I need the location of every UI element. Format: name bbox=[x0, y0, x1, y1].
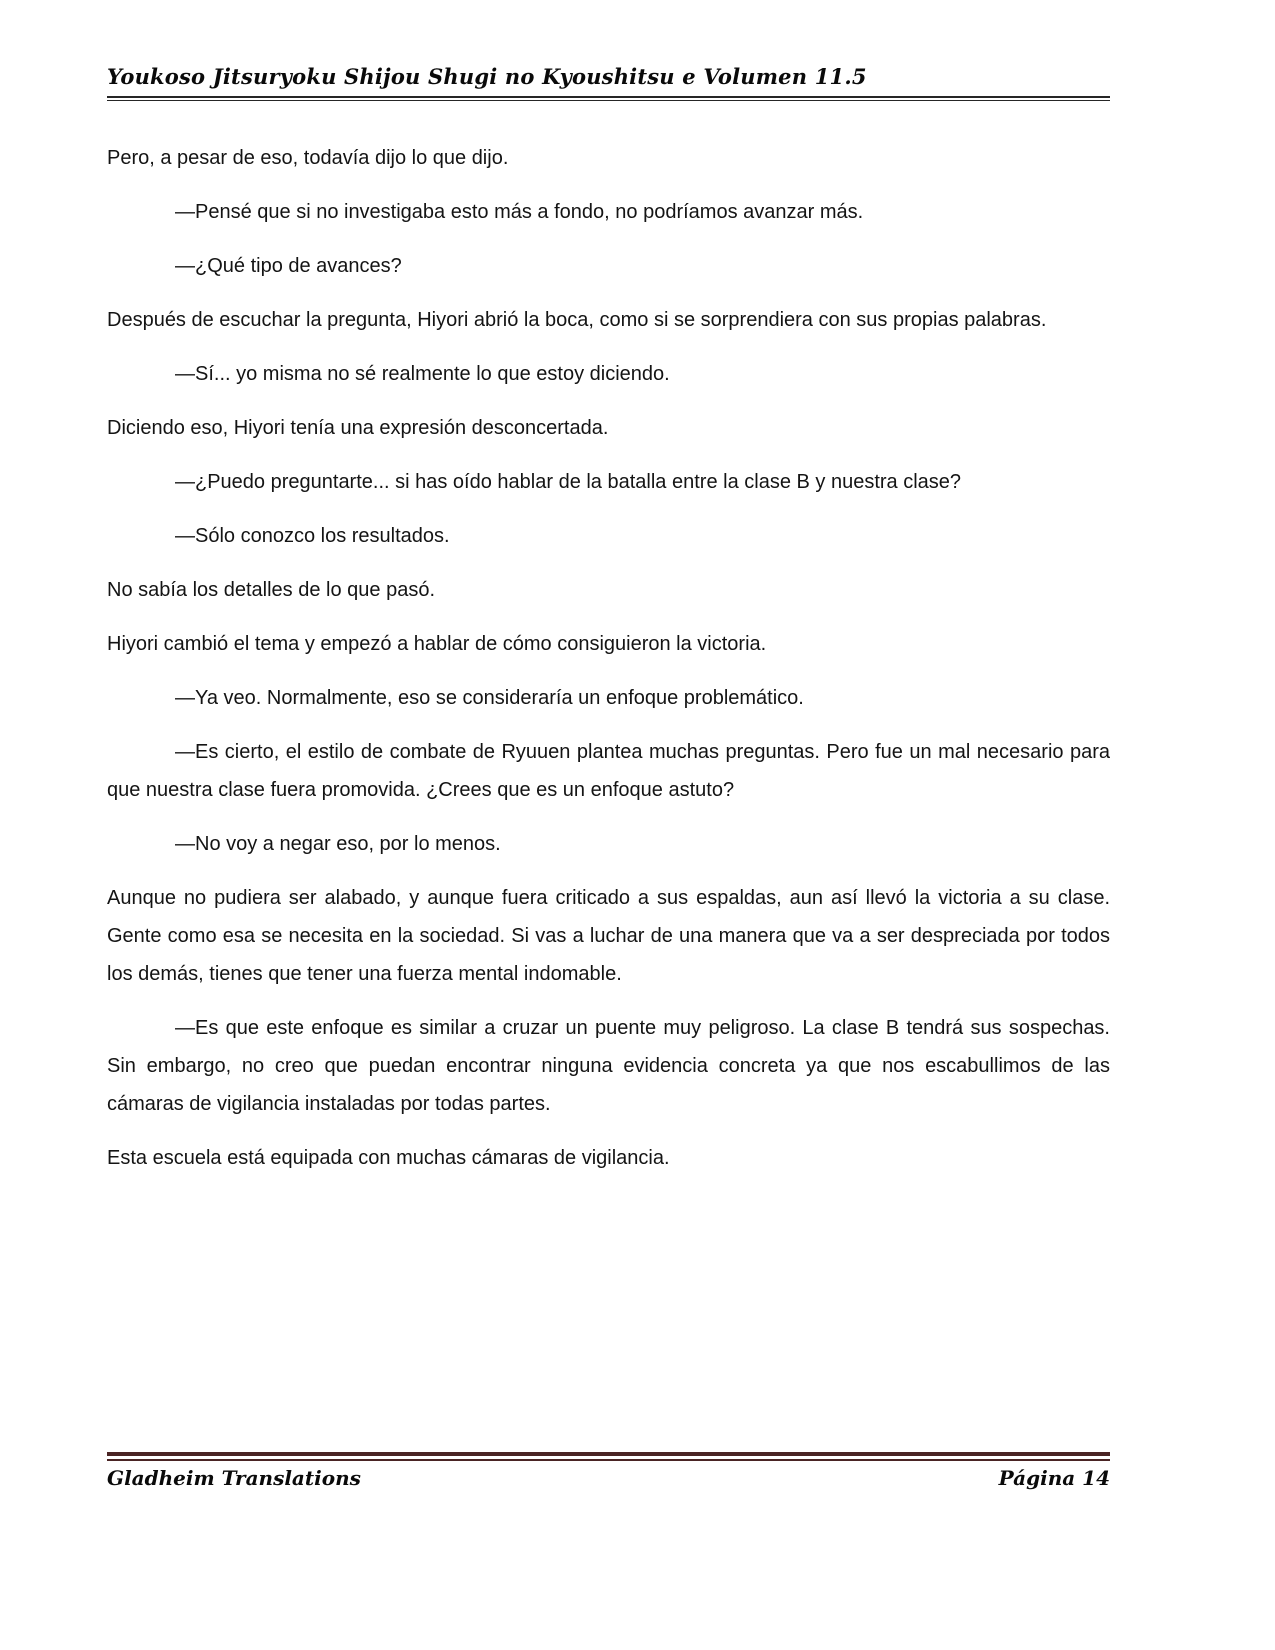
document-body bbox=[107, 139, 1110, 1177]
dialogue-paragraph: —Ya veo. Normalmente, eso se consideraría un enfoque problemático. bbox=[175, 687, 804, 709]
page-header bbox=[107, 64, 1110, 101]
header-rule bbox=[107, 96, 1110, 101]
dialogue-paragraph: —No voy a negar eso, por lo menos. bbox=[175, 833, 501, 855]
footer-row bbox=[107, 1466, 1110, 1490]
dialogue-paragraph: —Es que este enfoque es similar a cruzar un puente muy peligroso. La clase B tendrá sus sospechas. Sin embargo, no creo que puedan encontrar ninguna evidencia concreta ya que nos escabullimos de las cámaras de vigilancia instaladas por todas partes. bbox=[107, 1017, 1110, 1115]
page-footer bbox=[107, 1452, 1110, 1490]
dialogue-paragraph: —¿Qué tipo de avances? bbox=[175, 255, 402, 277]
dialogue-paragraph: —Pensé que si no investigaba esto más a fondo, no podríamos avanzar más. bbox=[175, 201, 864, 223]
dialogue-paragraph: —Sólo conozco los resultados. bbox=[175, 525, 450, 547]
dialogue-paragraph: —Sí... yo misma no sé realmente lo que estoy diciendo. bbox=[175, 363, 670, 385]
dialogue-paragraph: —Es cierto, el estilo de combate de Ryuuen plantea muchas preguntas. Pero fue un mal necesario para que nuestra clase fuera promovida. ¿Crees que es un enfoque astuto? bbox=[107, 741, 1110, 801]
translator-credit: Gladheim Translations bbox=[107, 1466, 361, 1490]
narration-paragraph: Después de escuchar la pregunta, Hiyori abrió la boca, como si se sorprendiera con sus propias palabras. bbox=[107, 309, 1047, 331]
narration-paragraph: Aunque no pudiera ser alabado, y aunque fuera criticado a sus espaldas, aun así llevó la victoria a su clase. Gente como esa se necesita en la sociedad. Si vas a luchar de una manera que va a ser despreciada por todos los demás, tienes que tener una fuerza mental indomable. bbox=[107, 887, 1110, 985]
book-title: Youkoso Jitsuryoku Shijou Shugi no Kyoushitsu e Volumen 11.5 bbox=[107, 64, 867, 89]
narration-paragraph: No sabía los detalles de lo que pasó. bbox=[107, 579, 435, 601]
narration-paragraph: Diciendo eso, Hiyori tenía una expresión desconcertada. bbox=[107, 417, 609, 439]
narration-paragraph: Hiyori cambió el tema y empezó a hablar de cómo consiguieron la victoria. bbox=[107, 633, 767, 655]
dialogue-paragraph: —¿Puedo preguntarte... si has oído hablar de la batalla entre la clase B y nuestra clase? bbox=[175, 471, 962, 493]
page-number: Página 14 bbox=[998, 1466, 1110, 1490]
footer-rule bbox=[107, 1452, 1110, 1461]
narration-paragraph: Esta escuela está equipada con muchas cámaras de vigilancia. bbox=[107, 1147, 670, 1169]
narration-paragraph: Pero, a pesar de eso, todavía dijo lo que dijo. bbox=[107, 147, 509, 169]
page-content bbox=[107, 64, 1110, 1193]
